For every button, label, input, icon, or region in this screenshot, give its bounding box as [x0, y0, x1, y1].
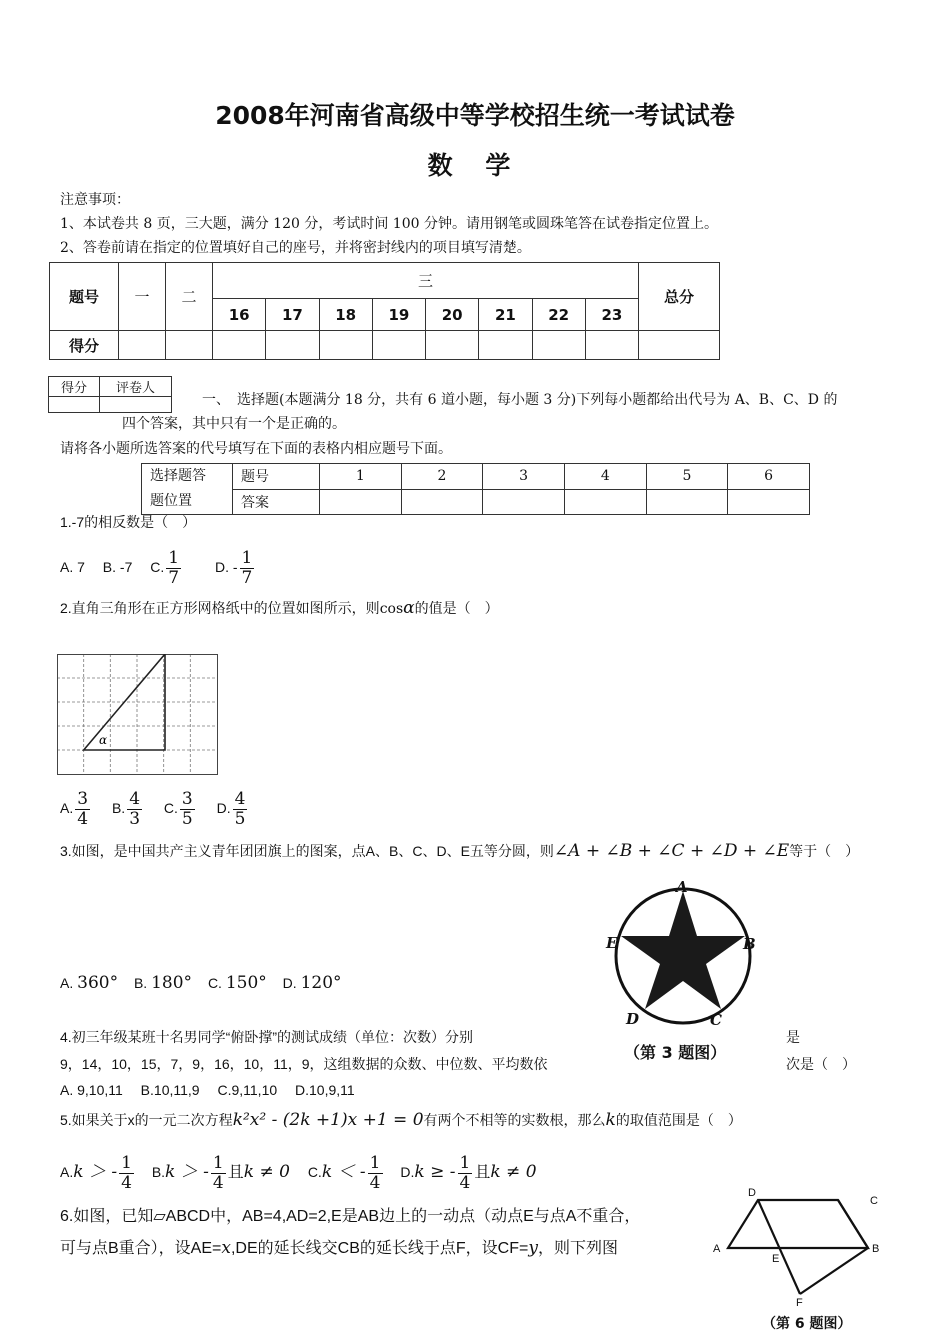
- q5-d-expr: k ≥ -: [414, 1162, 456, 1182]
- answer-cell-1[interactable]: [320, 489, 402, 515]
- q1-option-d: D. -: [214, 559, 238, 575]
- q2-c-den: 5: [181, 808, 193, 829]
- q1-c-num: 1: [168, 547, 180, 568]
- q1-option-b: B. -7: [102, 559, 133, 575]
- q5-k: k: [605, 1110, 616, 1130]
- score-cell[interactable]: [585, 331, 638, 360]
- q2-d-num: 4: [234, 788, 246, 809]
- q2-d-den: 5: [234, 808, 246, 829]
- q5-a-expr: k ＞ -: [73, 1162, 118, 1182]
- q1-option-a: A. 7: [60, 559, 85, 575]
- q3-option-a: A.: [60, 975, 74, 991]
- q6-line-1: 6.如图，已知▱ABCD中，AB=4,AD=2,E是AB边上的一动点（动点E与点A不重合，: [60, 1208, 641, 1225]
- q3-options: [60, 973, 342, 993]
- score-cell[interactable]: [213, 331, 266, 360]
- notice-line-2: 2、答卷前请在指定的位置填好自己的座号，并将密封线内的项目填写清楚。: [60, 240, 531, 256]
- answer-label-line-2: 题位置: [150, 493, 192, 509]
- answer-num-1: 1: [320, 464, 402, 490]
- answer-cell-6[interactable]: [728, 489, 810, 515]
- q1-c-den: 7: [168, 567, 180, 588]
- q5-c-den: 4: [369, 1172, 381, 1193]
- q2-alpha: α: [403, 598, 415, 618]
- answer-num-2: 2: [401, 464, 483, 490]
- q5-d-cond: k ≠ 0: [490, 1162, 537, 1182]
- score-cell[interactable]: [319, 331, 372, 360]
- q5-a-num: 1: [121, 1152, 132, 1173]
- answer-cell-5[interactable]: [646, 489, 728, 515]
- q6-line-2: [60, 1237, 618, 1260]
- q4-line-1-end: 是: [786, 1029, 800, 1045]
- q5-stem-end: 的取值范围是（ ）: [615, 1112, 742, 1128]
- q5-b-tail: 且: [227, 1164, 244, 1181]
- q3-star-figure: [598, 878, 768, 1068]
- q5-c-expr: k ＜ -: [321, 1162, 366, 1182]
- q3-c-value: 150°: [225, 973, 267, 993]
- alpha-label: α: [99, 733, 108, 747]
- answer-cell-4[interactable]: [564, 489, 646, 515]
- q2-cos: cos: [379, 601, 404, 617]
- q5-option-d: D.: [400, 1164, 415, 1180]
- q5-options: [60, 1150, 537, 1195]
- section1-intro: 一、 选择题(本题满分 18 分，共有 6 道小题，每小题 3 分)下列每小题都给出代号为 A、B、C、D 的: [202, 392, 838, 408]
- q3-expr: ∠A + ∠B + ∠C + ∠D + ∠E: [553, 841, 790, 861]
- q5-a-frac: [119, 1154, 134, 1193]
- score-header-tihao: 题号: [50, 263, 119, 331]
- q2-option-a: A.: [60, 800, 74, 816]
- q5-b-cond: k ≠ 0: [243, 1162, 290, 1182]
- answer-cell-3[interactable]: [483, 489, 565, 515]
- grader-table: [48, 376, 172, 413]
- q3-a-value: 360°: [77, 973, 119, 993]
- answer-row-ans-label: 答案: [233, 489, 320, 515]
- q5-option-b: B.: [151, 1164, 166, 1180]
- q6-figure-caption: （第 6 题图）: [762, 1316, 852, 1332]
- q2-c-num: 3: [181, 788, 193, 809]
- score-col-23: 23: [585, 299, 638, 331]
- q6-label-e: E: [772, 1253, 780, 1265]
- score-row-label: 得分: [50, 331, 119, 360]
- q5-d-frac: [458, 1154, 473, 1193]
- score-table: [49, 262, 720, 360]
- q5-c-frac: [368, 1154, 383, 1193]
- q6-label-f: F: [796, 1297, 803, 1309]
- score-col-21: 21: [479, 299, 532, 331]
- q6-parallelogram-figure: [710, 1186, 895, 1340]
- q5-stem-pre: 5.如果关于x的一元二次方程: [60, 1112, 233, 1128]
- score-header-three: 三: [213, 263, 639, 299]
- q2-b-num: 4: [129, 788, 141, 809]
- q5-d-den: 4: [459, 1172, 471, 1193]
- q5-d-tail: 且: [474, 1164, 491, 1181]
- q1-d-fraction: [240, 549, 255, 588]
- line-cb-extended: [800, 1248, 868, 1294]
- q2-a-num: 3: [77, 788, 89, 809]
- answer-table-label: [142, 464, 233, 515]
- q5-a-den: 4: [121, 1172, 132, 1193]
- q3-d-value: 120°: [300, 973, 342, 993]
- answer-num-5: 5: [646, 464, 728, 490]
- q2-stem-post: 的值是（ ）: [414, 600, 499, 616]
- section1-instruction: 请将各小题所选答案的代号填写在下面的表格内相应题号下面。: [60, 441, 452, 457]
- parallelogram-abcd: [728, 1200, 868, 1248]
- star-label-a: A: [676, 878, 688, 896]
- answer-num-6: 6: [728, 464, 810, 490]
- q5-b-expr: k ＞ -: [165, 1162, 209, 1182]
- q4-options: A. 9,10,11 B.10,11,9 C.9,11,10 D.10,9,11: [60, 1082, 355, 1098]
- q2-d-frac: [233, 790, 248, 829]
- grader-name-cell[interactable]: [100, 397, 172, 413]
- score-cell[interactable]: [426, 331, 479, 360]
- q2-grid-figure: [57, 654, 219, 776]
- q6-label-b: B: [872, 1243, 880, 1255]
- q5-equation: k²x² - (2k +1)x +1 = 0: [232, 1110, 424, 1130]
- q1-options: [60, 545, 256, 589]
- q4-line-1: 4.初三年级某班十名男同学“俯卧撑”的测试成绩（单位：次数）分别: [60, 1029, 473, 1045]
- score-col-22: 22: [532, 299, 585, 331]
- q2-option-b: B.: [111, 800, 126, 816]
- q3-stem-post: 等于（ ）: [789, 843, 860, 859]
- q6-x: x: [221, 1238, 231, 1258]
- q3-option-c: C.: [207, 975, 222, 991]
- q5-c-num: 1: [369, 1152, 381, 1173]
- q3-figure-caption: （第 3 题图）: [624, 1043, 727, 1062]
- answer-num-4: 4: [564, 464, 646, 490]
- grader-score-label: 得分: [49, 377, 100, 397]
- score-header-total: 总分: [639, 263, 720, 331]
- score-cell[interactable]: [532, 331, 585, 360]
- q6-line-2-pre: 可与点B重合），设AE=: [60, 1240, 222, 1257]
- q2-option-d: D.: [216, 800, 231, 816]
- q3-option-d: D.: [282, 975, 297, 991]
- score-col-18: 18: [319, 299, 372, 331]
- star-label-e: E: [606, 934, 618, 952]
- q1-d-den: 7: [241, 567, 253, 588]
- q5-d-num: 1: [459, 1152, 471, 1173]
- q1-c-fraction: [166, 549, 181, 588]
- star-shape: [621, 891, 745, 1009]
- q5-b-num: 1: [212, 1152, 224, 1173]
- score-header-two: 二: [166, 263, 213, 331]
- answer-row-num-label: 题号: [233, 464, 320, 490]
- exam-title: 2008年河南省高级中等学校招生统一考试试卷: [215, 101, 735, 130]
- section1-intro-2: 四个答案，其中只有一个是正确的。: [122, 416, 346, 432]
- score-header-one: 一: [119, 263, 166, 331]
- score-cell[interactable]: [479, 331, 532, 360]
- q5-stem-post: 有两个不相等的实数根，那么: [423, 1112, 606, 1128]
- q1-option-c: C.: [150, 559, 165, 575]
- score-cell[interactable]: [266, 331, 319, 360]
- q1-stem: 1.-7的相反数是（ ）: [60, 514, 197, 530]
- q2-a-den: 4: [77, 808, 89, 829]
- score-col-20: 20: [426, 299, 479, 331]
- score-cell[interactable]: [119, 331, 166, 360]
- line-cb: [838, 1200, 868, 1248]
- q2-a-frac: [75, 790, 90, 829]
- score-col-19: 19: [372, 299, 425, 331]
- q5-stem: [60, 1110, 742, 1130]
- q2-option-c: C.: [163, 800, 178, 816]
- q5-b-den: 4: [212, 1172, 224, 1193]
- score-col-17: 17: [266, 299, 319, 331]
- q3-b-value: 180°: [151, 973, 193, 993]
- q6-label-d: D: [748, 1187, 756, 1199]
- answer-num-3: 3: [483, 464, 565, 490]
- q6-line-2-post: ，则下列图: [537, 1240, 618, 1257]
- grid-border: [58, 655, 218, 775]
- q2-options: [60, 784, 249, 832]
- score-col-16: 16: [213, 299, 266, 331]
- q2-b-den: 3: [129, 808, 141, 829]
- q1-d-num: 1: [241, 547, 253, 568]
- q2-b-frac: [127, 790, 142, 829]
- q3-stem: [60, 841, 859, 861]
- answer-cell-2[interactable]: [401, 489, 483, 515]
- q5-option-c: C.: [307, 1164, 322, 1180]
- q3-option-b: B.: [133, 975, 148, 991]
- subject-title: 数 学: [427, 151, 523, 180]
- q4-line-2: 9，14，10，15，7，9，16，10，11，9，这组数据的众数、中位数、平均数依: [60, 1056, 548, 1072]
- answer-label-line-1: 选择题答: [150, 468, 206, 484]
- notice-heading: 注意事项：: [60, 192, 130, 208]
- star-label-c: C: [710, 1011, 722, 1029]
- q2-stem-pre: 2.直角三角形在正方形网格纸中的位置如图所示，则: [60, 600, 380, 616]
- q4-line-2-end: 次是（ ）: [786, 1056, 856, 1072]
- grader-score-cell[interactable]: [49, 397, 100, 413]
- q6-y: y: [528, 1238, 538, 1258]
- notice-line-1: 1、本试卷共 8 页，三大题，满分 120 分，考试时间 100 分钟。请用钢笔或圆珠笔答在试卷指定位置上。: [60, 216, 718, 232]
- score-cell[interactable]: [166, 331, 213, 360]
- q2-stem: [60, 598, 499, 619]
- q3-stem-pre: 3.如图，是中国共产主义青年团团旗上的图案，点A、B、C、D、E五等分圆，则: [60, 843, 554, 859]
- answer-table: [141, 463, 810, 515]
- q2-c-frac: [180, 790, 195, 829]
- grid-lines: [57, 654, 217, 774]
- star-label-b: B: [743, 935, 756, 953]
- q5-option-a: A.: [60, 1164, 74, 1180]
- q5-b-frac: [211, 1154, 226, 1193]
- grader-name-label: 评卷人: [100, 377, 172, 397]
- star-label-d: D: [626, 1010, 640, 1028]
- q6-line-2-mid: ,DE的延长线交CB的延长线于点F，设CF=: [230, 1240, 529, 1257]
- score-cell[interactable]: [639, 331, 720, 360]
- q6-label-a: A: [713, 1243, 721, 1255]
- q6-label-c: C: [870, 1195, 878, 1207]
- score-cell[interactable]: [372, 331, 425, 360]
